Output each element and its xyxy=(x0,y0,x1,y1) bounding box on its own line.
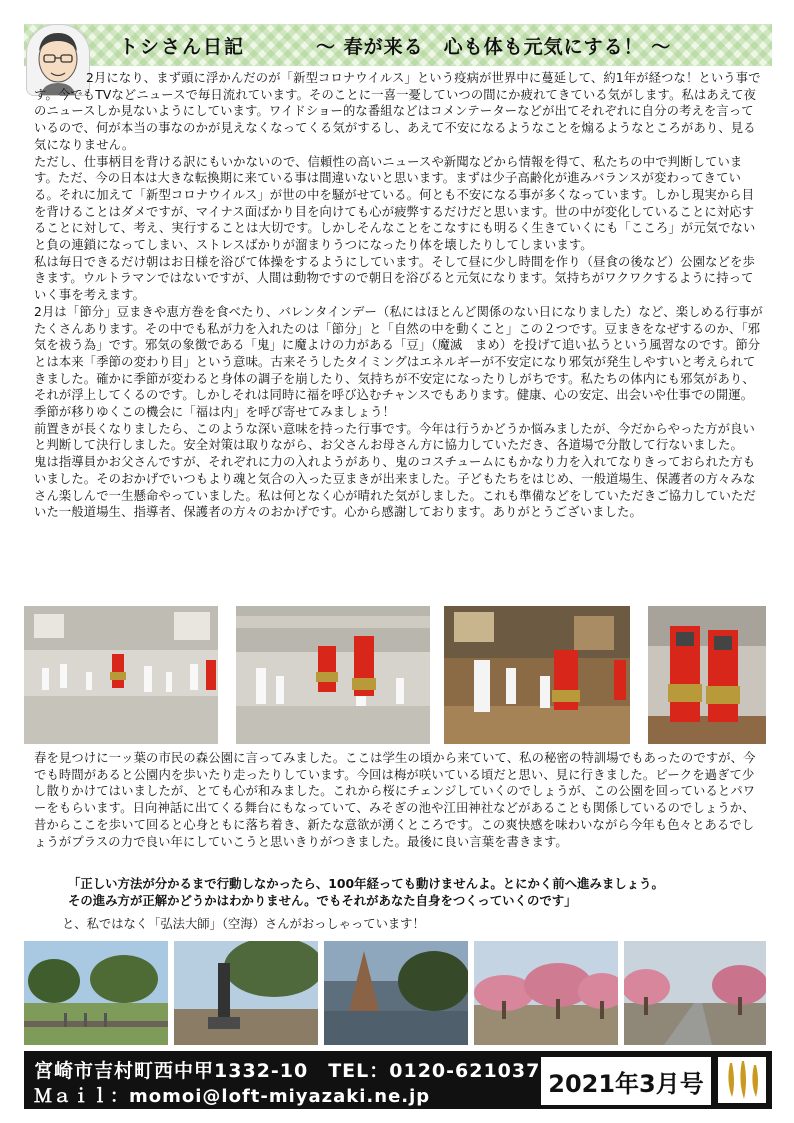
quote-attribution: と、私ではなく「弘法大師」（空海）さんがおっしゃっています！ xyxy=(62,917,425,931)
setsubun-photo-2 xyxy=(236,606,430,744)
paragraph: 2月は「節分」豆まきや恵方巻を食べたり、バレンタインデー（私にはほとんど関係のない日になりました）など、楽しめる行事がたくさんあります。その中でも私が力を入れたのは「節分」と「自然の中を動くこと」この２つです。豆まきをなぜするのか、「邪気を祓う為」です。邪気の象徴である「鬼」に魔よけの力がある「豆」（魔滅 まめ）を投げて追い払うという風習なのです。節分とは本来「季節の変わり目」という意味。古来そうしたタイミングはエネルギーが不安定になり邪気が発生しやすいと考えられてきました。確かに季節が変わると身体の調子を崩したり、気持ちが不安定になったりしがちです。私たちの体内にも邪気があり、それが浮上してくるのです。しかしそれは同時に福を呼び込むチャンスでもあります。健康、心の安定、出会いや仕事での開運。季節が移りゆくこの機会に「福は内」を呼び寄せてみましょう！ xyxy=(34,304,763,420)
issue-theme: ～ 春が来る 心も体も元気にする！ ～ xyxy=(316,36,672,58)
kobo-daishi-quote xyxy=(68,875,768,909)
header-banner xyxy=(24,24,772,66)
park-paragraph: 春を見つけに一ッ葉の市民の森公園に言ってみました。ここは学生の頃から来ていて、私の秘密の特訓場でもあったのですが、今でも時間があると公園内を歩いたり走ったりしています。今回は梅が咲いている頃だと思い、見に行きました。ピークを過ぎて少し散りかけてはいましたが、とても心が和みました。これから桜にチェンジしていくのでしょうが、この公園を回っているとパワーをもらいます。日向神話に出てくる舞台にもなっていて、みそぎの池や江田神社などがあることも関係しているのでしょうか、昔からここを歩いて回ると心身ともに落ち着き、新たな意欲が湧くところです。この爽快感を味わいながら今年も色々とあるでしょうがプラスの力で良い年にしていこうと思いきりがつきました。最後に良い言葉を書きます。 xyxy=(34,751,756,849)
park-photo-3 xyxy=(324,941,468,1045)
company-logo-icon xyxy=(718,1057,766,1103)
setsubun-photo-1 xyxy=(24,606,218,744)
issue-date-badge: 2021年3月号 xyxy=(541,1057,711,1105)
paragraph: 2月になり、まず頭に浮かんだのが「新型コロナウイルス」という疫病が世界中に蔓延して、約1年が経つな！という事です。今でもTVなどニュースで毎日流れています。そのことに一喜一憂していつの間にか疲れてきている気がします。私はあえて夜のニュースしか見ないようにしています。ワイドショー的な番組などはコメンテーターなどが出てそれぞれに自分の考えを言っているので、何が本当の事なのかが見えなくなってくる気がするし、あえて不安になるようなことを煽るようなところがあり、見る気になりません。 xyxy=(34,71,761,152)
paragraph: ただし、仕事柄目を背ける訳にもいかないので、信頼性の高いニュースや新聞などから情報を得て、私たちの中で判断しています。ただ、今の日本は大きな転換期に来ている事は間違いないと思います。まずは少子高齢化が進みバランスが変わってきている。それに加えて「新型コロナウイルス」が世の中を騒がせている。何とも不安になる事が多くなっています。しかし現実から目を背けることはダメですが、マイナス面ばかり目を向けても心が疲弊するだけだと思います。世の中が変化していることに対応することに対して、考え、実行することは大切です。しかしそんなことをこなすにも明るく生きていくにも「こころ」が元気でないと負の連鎖になってしまい、ストレスばかりが溜まりうつになったり体を壊したりしてしまいます。 xyxy=(34,154,756,253)
setsubun-photo-4 xyxy=(648,606,766,744)
quote-line: 「正しい方法が分かるまで行動しなかったら、100年経っても動けませんよ。とにかく前へ進みましょう。 xyxy=(68,876,664,891)
footer-bar xyxy=(24,1051,772,1109)
newsletter-page xyxy=(24,24,772,1109)
diary-title: トシさん日記 xyxy=(119,36,246,58)
company-email[interactable]: Ｍａｉｌ：momoi@loft-miyazaki.ne.jp xyxy=(34,1086,431,1107)
paragraph: 私は毎日できるだけ朝はお日様を浴びて体操をするようにしています。そして昼に少し時間を作り（昼食の後など）公園などを歩きます。ウルトラマンではないですが、人間は動物ですので朝日を浴びると元気になります。気持ちがワクワクするように持っていく事を考えます。 xyxy=(34,254,755,303)
paragraph: 鬼は指導員かお父さんですが、それぞれに力の入れようがあり、鬼のコスチュームにもかなり力を入れてなりきっておられた方もいました。そのおかげでいつもより魂と気合の入った豆まきが出来ました。子どもたちをはじめ、一般道場生、保護者の方々みなさん楽しんで一生懸命やっていました。私は何となく心が晴れた気がしました。これも準備などをしていただきご協力していただいた一般道場生、指導者、保護者の方々のおかげです。心から感謝しております。ありがとうございました。 xyxy=(34,455,756,520)
quote-line: その進み方が正解かどうかはわかりません。でもそれがあなた自身をつくっていくのです」 xyxy=(68,893,577,908)
company-address: 宮崎市吉村町西中甲1332-10 TEL：0120-621037 xyxy=(34,1060,541,1082)
setsubun-photo-3 xyxy=(444,606,630,744)
park-photo-5 xyxy=(624,941,766,1045)
article-body xyxy=(34,70,764,521)
paragraph: 前置きが長くなりましたら、このような深い意味を持った行事です。今年は行うかどうか悩みましたが、今だからやった方が良いと判断して決行しました。安全対策は取りながら、お父さんお母さん方に協力していただき、各道場で分散して行ないました。 xyxy=(34,421,755,453)
park-photo-2 xyxy=(174,941,318,1045)
park-photo-4 xyxy=(474,941,618,1045)
park-photo-1 xyxy=(24,941,168,1045)
